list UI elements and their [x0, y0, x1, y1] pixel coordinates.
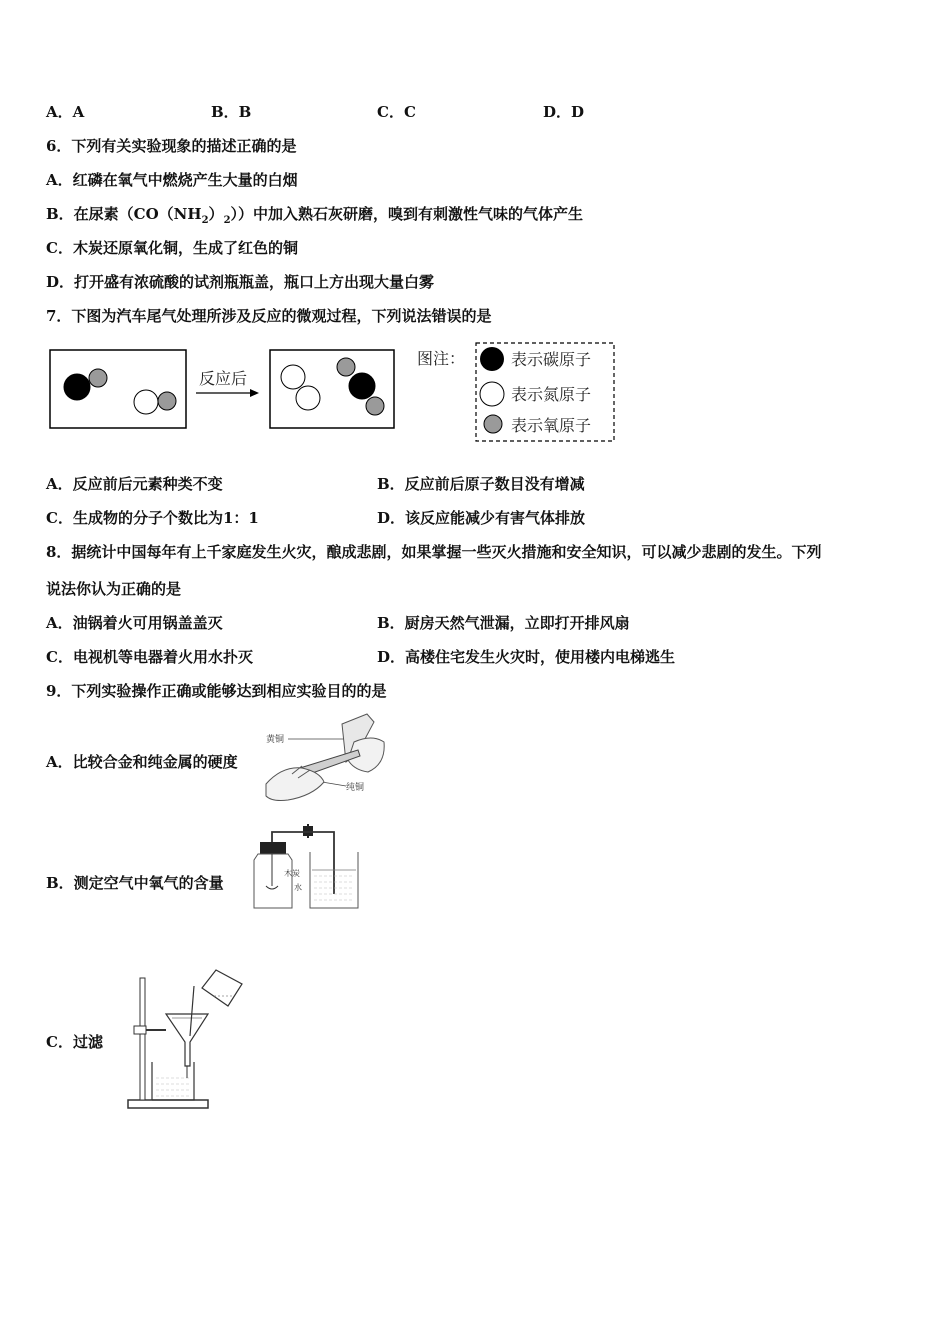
- q7-option-a: A．反应前后元素种类不变: [46, 475, 223, 493]
- carbon-atom: [349, 373, 375, 399]
- oxygen-legend-icon: [484, 415, 502, 433]
- q7-reaction-diagram: [46, 340, 626, 445]
- q6-option-b: B．在尿素$(CO(NH_2)_2)$）中加入熟石灰研磨，嗅到有刺激性气味的气体产生: [46, 205, 584, 226]
- legend-title: 图注：: [417, 351, 466, 368]
- stand-rod: [140, 978, 145, 1100]
- q8-option-c: C．电视机等电器着火用水扑灭: [46, 648, 253, 666]
- q5-option-d: D．D: [543, 103, 585, 121]
- legend-nitrogen-label: 表示氮原子: [511, 387, 592, 404]
- q9-option-b: B．测定空气中氧气的含量: [46, 874, 224, 892]
- q8-option-d: D．高楼住宅发生火灾时，使用楼内电梯逃生: [377, 648, 676, 666]
- q8-stem-line2: 说法你认为正确的是: [46, 580, 182, 598]
- carbon-atom: [64, 374, 90, 400]
- q5-option-c: C．C: [377, 103, 416, 121]
- oxygen-atom: [366, 397, 384, 415]
- nitrogen-atom: [281, 365, 305, 389]
- oxygen-atom: [158, 392, 176, 410]
- q8-stem-line1: 8．据统计中国每年有上千家庭发生火灾，酿成悲剧，如果掌握一些灭火措施和安全知识，可以减少悲剧的发生。下列: [46, 543, 822, 561]
- hardness-scratch-figure: [262, 712, 392, 804]
- funnel: [166, 1014, 208, 1066]
- nitrogen-atom: [296, 386, 320, 410]
- nitrogen-atom: [134, 390, 158, 414]
- legend-oxygen-label: 表示氧原子: [511, 418, 592, 435]
- q6-option-d: D．打开盛有浓硫酸的试剂瓶瓶盖，瓶口上方出现大量白雾: [46, 273, 435, 291]
- q7-option-c: C．生成物的分子个数比为1：1: [46, 509, 259, 527]
- q7-option-d: D．该反应能减少有害气体排放: [377, 509, 586, 527]
- q9-stem: 9．下列实验操作正确或能够达到相应实验目的的是: [46, 682, 387, 700]
- q5-option-b: B．B: [211, 103, 252, 121]
- q8-option-a: A．油锅着火可用锅盖盖灭: [46, 614, 223, 632]
- q9-option-c: C．过滤: [46, 1033, 103, 1051]
- water-label: 水: [294, 883, 302, 892]
- oxygen-atom: [89, 369, 107, 387]
- charcoal-label: 木炭: [284, 869, 300, 878]
- filtration-apparatus: [116, 966, 246, 1116]
- q8-option-b: B．厨房天然气泄漏，立即打开排风扇: [377, 614, 630, 632]
- arrow-head-icon: [250, 389, 259, 397]
- q9-option-a: A．比较合金和纯金属的硬度: [46, 753, 238, 771]
- q6-stem: 6．下列有关实验现象的描述正确的是: [46, 137, 297, 155]
- q7-option-b: B．反应前后原子数目没有增减: [377, 475, 585, 493]
- pouring-beaker: [202, 970, 242, 1006]
- stand-base: [128, 1100, 208, 1108]
- q5-option-a: A．A: [46, 103, 85, 121]
- q6-option-a: A．红磷在氧气中燃烧产生大量的白烟: [46, 171, 298, 189]
- oxygen-content-apparatus: [248, 824, 363, 914]
- reaction-arrow-label: 反应后: [199, 371, 248, 388]
- nitrogen-legend-icon: [480, 382, 504, 406]
- carbon-legend-icon: [480, 347, 504, 371]
- receiving-beaker: [152, 1062, 194, 1100]
- brass-label: 黄铜: [266, 735, 285, 745]
- q6-option-c: C．木炭还原氧化铜，生成了红色的铜: [46, 239, 298, 257]
- oxygen-atom: [337, 358, 355, 376]
- stopper: [260, 842, 286, 854]
- q7-stem: 7．下图为汽车尾气处理所涉及反应的微观过程，下列说法错误的是: [46, 307, 492, 325]
- pure-copper-label: 纯铜: [346, 783, 365, 793]
- legend-carbon-label: 表示碳原子: [511, 352, 592, 369]
- after-box: [270, 350, 394, 428]
